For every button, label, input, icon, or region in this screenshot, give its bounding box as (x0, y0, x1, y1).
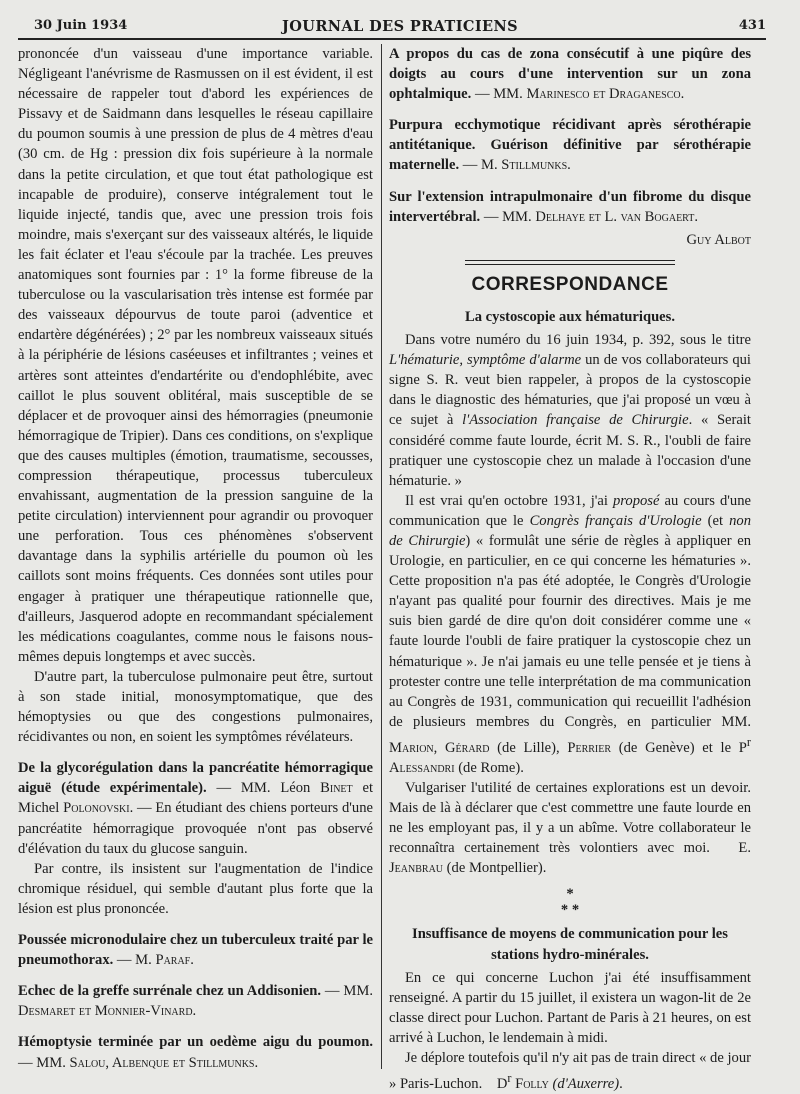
section-title-correspondance: CORRESPONDANCE (471, 273, 669, 295)
author-name: Binet (320, 780, 353, 797)
author-name: Delhaye et L. van Bogaert (535, 208, 695, 225)
entry-title: Sur l'extension intrapulmonaire d'un fibrome du disque intervertébral. (389, 188, 751, 225)
entry-title: Echec de la greffe surrénale chez un Addisonien. (18, 983, 322, 1000)
entry-paragraph: Par contre, ils insistent sur l'augmentation de l'indice chromique résiduel, qui semble d'autant plus forte que la lésion est plus prononcée. (18, 860, 373, 917)
letter-signature: Jeanbrau (389, 860, 444, 877)
entry-glycoregulation: De la glycorégulation dans la pancréatite hémorragique aiguë (étude expérimentale). — MM. Léon Binet et Michel Polonovski. — En étudiant des chiens porteurs d'une pancréatite hémorragique provoquée n'ont pas observé d'élévation du taux du glucose sanguin. Par contre, ils insistent sur l'augmentation de l'indice chromique résiduel, qui semble d'autant plus forte que la lésion est plus prononcée. (18, 758, 373, 919)
author-name: Perrier (567, 739, 612, 756)
author-name: Polonovski (63, 800, 130, 817)
letter-paragraph: Vulgariser l'utilité de certaines explorations est un devoir. Mais de là à déclarer que c'est commettre une faute lourde en ne les employant pas, il y a un abîme. Votre collaborateur le reconnaîtra certainement très volontiers avec moi. E. Jeanbrau (de Montpellier). (389, 779, 751, 877)
entry-title: Poussée micronodulaire chez un tuberculeux traité par le pneumothorax. (18, 932, 373, 969)
asterism-separator: * * * (560, 886, 580, 919)
letter-title-stations: Insuffisance de moyens de communication pour les stations hydro-minérales. (412, 926, 728, 963)
author-name: Paraf (155, 952, 191, 969)
entry-greffe-surrenale: Echec de la greffe surrénale chez un Addisonien. — MM. Desmaret et Monnier-Vinard. (18, 983, 373, 1020)
paragraph-tuberculosis: D'autre part, la tuberculose pulmonaire peut être, surtout à son stade initial, monosymptomatique, que des hémoptysies ou que des congestions pulmonaires, récidivantes ou non, en soient les symptômes révélateurs. (18, 668, 373, 746)
author-name: Salou, Albenque et Stillmunks (69, 1054, 255, 1071)
entry-fibrome: Sur l'extension intrapulmonaire d'un fibrome du disque intervertébral. — MM. Delhaye et L. van Bogaert. (389, 188, 751, 225)
entry-title: De la glycorégulation dans la pancréatite hémorragique aiguë (étude expérimentale). (18, 760, 373, 797)
letter-signature: Folly (511, 1075, 549, 1092)
entry-title: Hémoptysie terminée par un oedème aigu du poumon. (18, 1034, 373, 1051)
author-name: Marinesco et Draganesco (526, 86, 681, 103)
entry-zona: A propos du cas de zona consécutif à une piqûre des doigts au cours d'une intervention sur un zona ophtalmique. — MM. Marinesco et Draganesco. (389, 46, 751, 103)
section-separator (465, 260, 675, 265)
author-name: Desmaret et Monnier-Vinard (18, 1003, 193, 1020)
left-column (18, 44, 373, 1069)
author-name: Stillmunks (501, 157, 568, 174)
letter-paragraph: Dans votre numéro du 16 juin 1934, p. 392, sous le titre L'hématurie, symptôme d'alarme un de vos collaborateurs qui signe S. R. veut bien rappeler, à propos de la cystoscopie dans le diagnostic des hématuries, que j'ai proposé un vœu à ce sujet à l'Association française de Chirurgie. « Serait considéré comme faute lourde, écrit M. S. R., l'oubli de faire pratiquer une cystoscopie chez un malade à l'occasion d'une hématurie. » (389, 332, 751, 489)
entry-pneumothorax: Poussée micronodulaire chez un tuberculeux traité par le pneumothorax. — M. Paraf. (18, 932, 373, 969)
entry-title: A propos du cas de zona consécutif à une piqûre des doigts au cours d'une intervention sur un zona ophtalmique. (389, 46, 751, 103)
page-header (34, 14, 766, 38)
header-date: 30 Juin 1934 (34, 18, 128, 33)
paragraph-aneurysm: prononcée d'un vaisseau d'une importance variable. Négligeant l'anévrisme de Rasmussen on il est évident, il est nécessaire de rappeler tout d'abord les expériences de Pissavy et de Saidmann dans lesquelles le réseau capillaire du poumon soumis à une pression de plus de 4 mètres d'eau (30 cm. de Hg : pression dix fois supérieure à la normale dans la petite circulation, et que tout état pathologique est incapable de produire), conserve intégralement tout le liquide injecté, tandis que, avec une pression trois fois moindre, mais s'exerçant sur des vaisseaux altérés, le liquide les fait éclater et l'eau s'écoule par la trachée. Les preuves anatomiques sont fournies par : 1° la forme fibreuse de la tuberculose ou la vascularisation très intense est formée par des vaisseaux dépourvus de toute paroi (adventice et endartère dégénérées) ; 2° par les nombreux vaisseaux situés à la périphérie de lésions caséeuses et infiltrantes ; veines et artères sont atteintes d'endartérite ou d'endophlébite, avec caillot le plus souvent oblitéral, mais susceptible de se déplacer et de provoquer ainsi des hémorragies (pneumonie hémorragique de Tripier). Dans ces conditions, on s'explique que des causes multiples (émotion, traumatisme, secousses, compression thérapeutique, processus tuberculeux envahissant, augmentation de la pression sanguine de la petite circulation) interviennent pour agrandir ou provoquer une perforation. Tous ces phénomènes s'observent davantage dans la syphilis artérielle du poumon où les caillots sont moins fréquents. Ces données sont utiles pour engager à pratiquer une thérapeutique rationnelle que, d'ailleurs, Jasquerod adopte en recommandant spécialement les médications coagulantes, comme nous le faisons nous-mêmes depuis longtemps et avec succès. (18, 46, 373, 665)
entry-title: Purpura ecchymotique récidivant après sérothérapie antitétanique. Guérison définitive par sérothérapie maternelle. (389, 117, 751, 174)
letter-paragraph: Je déplore toutefois qu'il n'y ait pas de train direct « de jour » Paris-Luchon. $D^r$ Folly (d'Auxerre). (389, 1049, 751, 1092)
header-rule (18, 38, 766, 40)
letter-paragraph: Il est vrai qu'en octobre 1931, j'ai proposé au cours d'une communication que le Congrès français d'Urologie (et non de Chirurgie) « formulât une série de règles à appliquer en Urologie, en particulier, en ce qui concerne les hématuries ». Cette proposition n'a pas été adoptée, le Congrès d'Urologie n'ayant pas qualité pour fournir des directives. Mais je me suis bien gardé de dire qu'on doit considérer comme une « faute lourde l'oubli de faire pratiquer la cystoscopie chez un hématurique ». Je n'ai jamais eu une telle pensée et je tiens à protester contre une telle interprétation de ma communication au Congrès de 1931, communication qui recueillit l'adhésion de plusieurs membres du Congrès, en particulier MM. Marion, Gérard (de Lille), Perrier (de Genève) et le $P^r$ Alessandri (de Rome). (389, 492, 752, 776)
author-name: Alessandri (389, 759, 455, 776)
author-name: Marion, Gérard (389, 739, 490, 756)
header-page-number: 431 (738, 18, 766, 33)
header-journal-title: JOURNAL DES PRATICIENS (282, 18, 518, 35)
letter-paragraph: En ce qui concerne Luchon j'ai été insuffisamment renseigné. A partir du 15 juillet, il existera un wagon-lit de 2e classe direct pour Luchon. Partant de Paris à 21 heures, on est arrivé à Luchon, le lendemain à midi. (389, 969, 751, 1046)
right-column (389, 44, 752, 1092)
entry-purpura: Purpura ecchymotique récidivant après sérothérapie antitétanique. Guérison définitive par sérothérapie maternelle. — M. Stillmunks. (389, 117, 751, 174)
section-signature: Guy Albot (686, 231, 751, 248)
letter-title-cystoscopie: La cystoscopie aux hématuriques. (465, 308, 675, 325)
entry-hemoptysie: Hémoptysie terminée par un oedème aigu du poumon. — MM. Salou, Albenque et Stillmunks. (18, 1034, 373, 1071)
column-divider (381, 44, 382, 1069)
